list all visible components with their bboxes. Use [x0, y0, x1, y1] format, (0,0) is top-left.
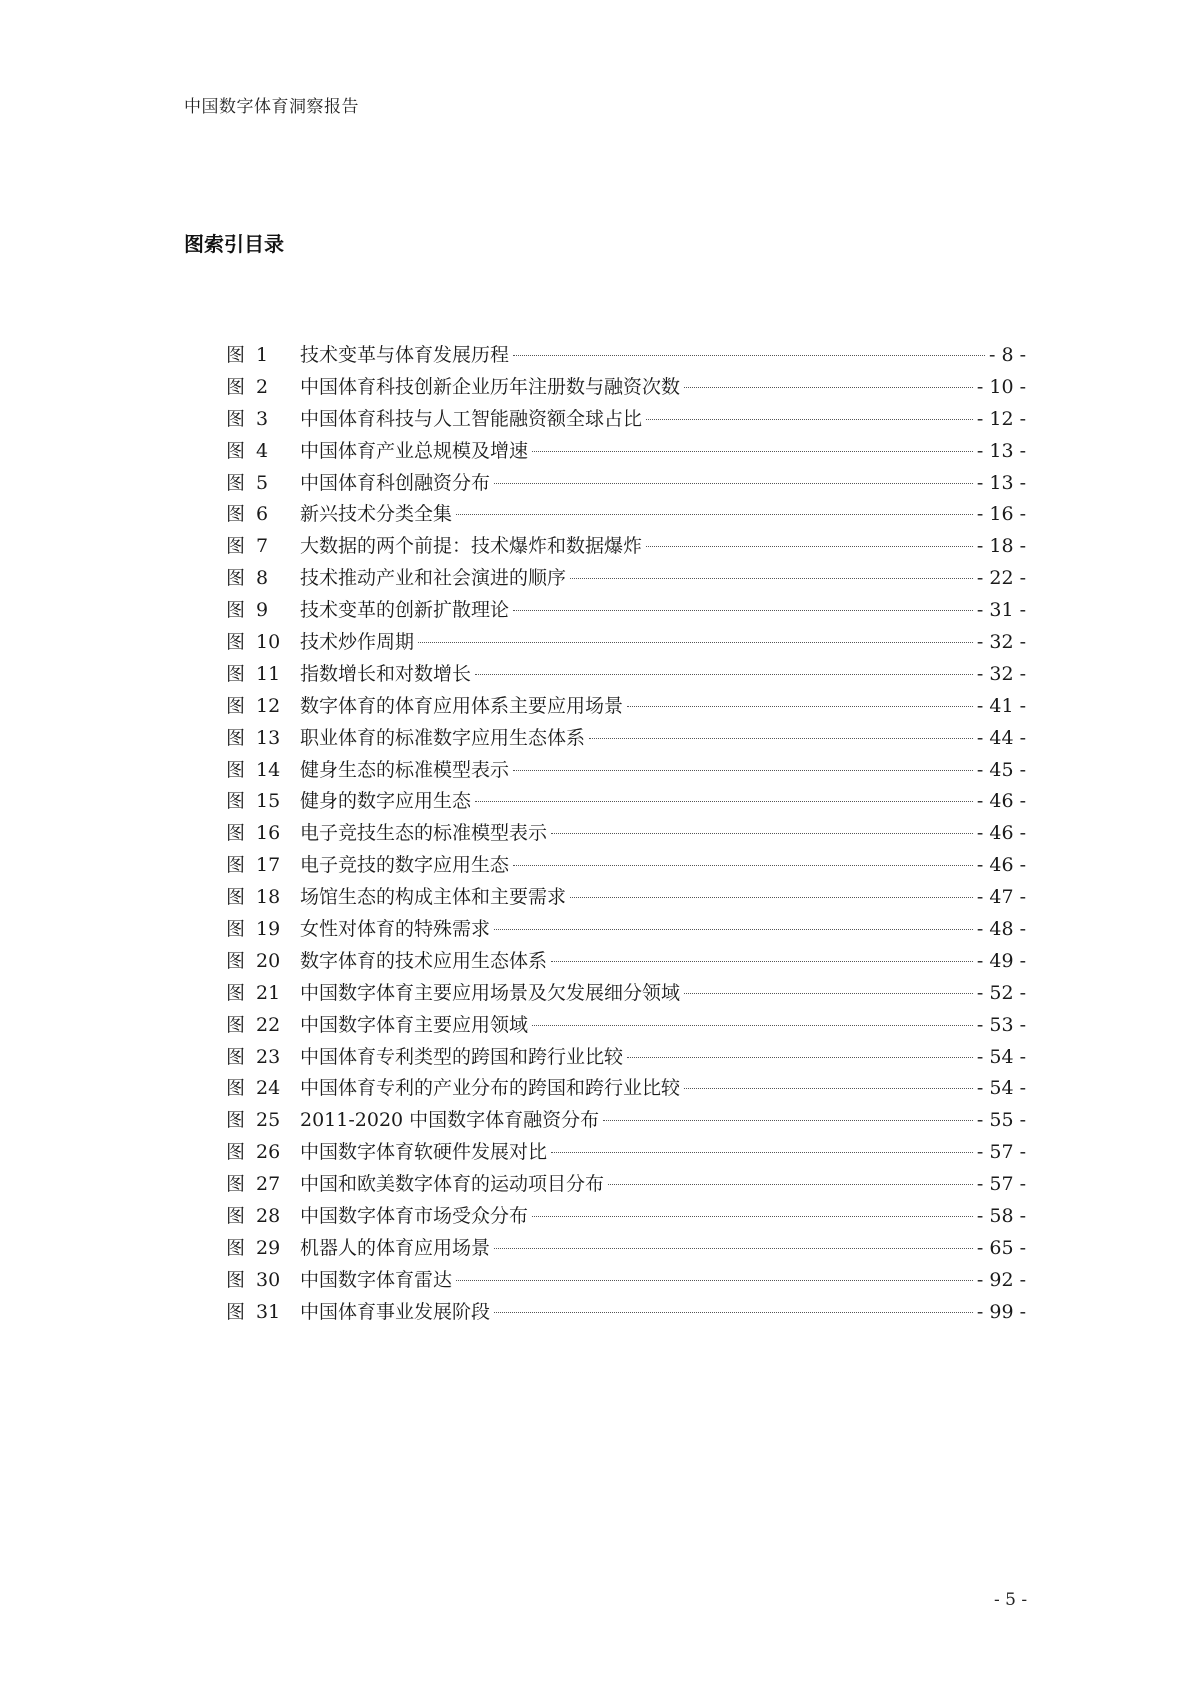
figure-prefix: 图: [226, 918, 246, 941]
figure-title[interactable]: 中国体育科技创新企业历年注册数与融资次数: [300, 375, 681, 398]
figure-page-number[interactable]: - 31 -: [976, 599, 1026, 622]
figure-number: 8: [256, 567, 269, 590]
dot-leader: [532, 451, 973, 452]
figure-title[interactable]: 女性对体育的特殊需求: [300, 918, 491, 941]
figure-prefix: 图: [226, 439, 246, 462]
figure-title[interactable]: 2011-2020 中国数字体育融资分布: [300, 1109, 600, 1132]
dot-leader: [589, 738, 973, 739]
dot-leader: [627, 1057, 973, 1058]
toc-entry[interactable]: [226, 786, 1026, 818]
figure-page-number[interactable]: - 58 -: [976, 1205, 1026, 1228]
toc-entry[interactable]: [226, 1042, 1026, 1074]
figure-page-number[interactable]: - 13 -: [976, 471, 1026, 494]
figure-page-number[interactable]: - 92 -: [976, 1268, 1026, 1291]
figure-prefix: 图: [226, 981, 246, 1004]
toc-entry[interactable]: [226, 436, 1026, 468]
figure-title[interactable]: 数字体育的技术应用生态体系: [300, 949, 548, 972]
toc-entry[interactable]: [226, 468, 1026, 500]
dot-leader: [475, 674, 973, 675]
dot-leader: [551, 1152, 973, 1153]
figure-number: 6: [256, 503, 269, 526]
figure-title[interactable]: 职业体育的标准数字应用生态体系: [300, 726, 586, 749]
figure-prefix: 图: [226, 886, 246, 909]
figure-number: 22: [256, 1013, 281, 1036]
toc-entry[interactable]: [226, 914, 1026, 946]
figure-page-number[interactable]: - 44 -: [976, 726, 1026, 749]
dot-leader: [494, 929, 973, 930]
figure-page-number[interactable]: - 99 -: [976, 1300, 1026, 1323]
dot-leader: [494, 1248, 973, 1249]
figure-number: 1: [256, 344, 269, 366]
dot-leader: [456, 514, 973, 515]
toc-entry[interactable]: [226, 946, 1026, 978]
figure-title[interactable]: 中国体育事业发展阶段: [300, 1300, 491, 1323]
figure-title[interactable]: 场馆生态的构成主体和主要需求: [300, 886, 567, 909]
figure-prefix: 图: [226, 790, 246, 813]
figure-title[interactable]: 中国体育专利的产业分布的跨国和跨行业比较: [300, 1077, 681, 1100]
figure-number: 7: [256, 535, 269, 558]
figure-prefix: 图: [226, 375, 246, 398]
figure-page-number[interactable]: - 41 -: [976, 694, 1026, 717]
dot-leader: [551, 833, 973, 834]
figure-page-number[interactable]: - 18 -: [976, 535, 1026, 558]
dot-leader: [494, 483, 973, 484]
figure-number: 25: [256, 1109, 281, 1132]
dot-leader: [603, 1120, 973, 1121]
figure-prefix: 图: [226, 854, 246, 877]
figure-number: 30: [256, 1268, 281, 1291]
figure-number: 2: [256, 375, 269, 398]
figure-prefix: 图: [226, 471, 246, 494]
figure-page-number[interactable]: - 46 -: [976, 854, 1026, 877]
toc-entry[interactable]: [226, 818, 1026, 850]
figure-page-number[interactable]: - 53 -: [976, 1013, 1026, 1036]
figure-page-number[interactable]: - 32 -: [976, 631, 1026, 654]
figure-title[interactable]: 中国体育科技与人工智能融资额全球占比: [300, 407, 643, 430]
figure-number: 3: [256, 407, 269, 430]
toc-entry[interactable]: [226, 1297, 1026, 1329]
toc-entry[interactable]: [226, 723, 1026, 755]
figure-title[interactable]: 技术变革的创新扩散理论: [300, 599, 510, 622]
figure-prefix: 图: [226, 599, 246, 622]
figure-number: 21: [256, 981, 281, 1004]
figure-number: 18: [256, 886, 281, 909]
toc-entry[interactable]: [226, 882, 1026, 914]
figure-prefix: 图: [226, 662, 246, 685]
dot-leader: [646, 546, 973, 547]
toc-entry[interactable]: [226, 372, 1026, 404]
toc-entry[interactable]: [226, 499, 1026, 531]
figure-page-number[interactable]: - 16 -: [976, 503, 1026, 526]
figure-title[interactable]: 中国数字体育主要应用场景及欠发展细分领域: [300, 981, 681, 1004]
figure-title[interactable]: 数字体育的体育应用体系主要应用场景: [300, 694, 624, 717]
toc-entry[interactable]: [226, 340, 1026, 372]
toc-entry[interactable]: [226, 1073, 1026, 1105]
dot-leader: [532, 1216, 973, 1217]
toc-entry[interactable]: [226, 531, 1026, 563]
figure-prefix: 图: [226, 822, 246, 845]
figure-page-number[interactable]: - 10 -: [976, 375, 1026, 398]
figure-prefix: 图: [226, 1013, 246, 1036]
figure-page-number[interactable]: - 65 -: [976, 1236, 1026, 1259]
figure-page-number[interactable]: - 12 -: [976, 407, 1026, 430]
figure-title[interactable]: 电子竞技的数字应用生态: [300, 854, 510, 877]
figure-page-number[interactable]: - 32 -: [976, 662, 1026, 685]
figure-title[interactable]: 电子竞技生态的标准模型表示: [300, 822, 548, 845]
dot-leader: [551, 961, 973, 962]
figure-title[interactable]: 中国数字体育市场受众分布: [300, 1205, 529, 1228]
figure-title[interactable]: 中国和欧美数字体育的运动项目分布: [300, 1173, 605, 1196]
figure-prefix: 图: [226, 503, 246, 526]
dot-leader: [684, 387, 973, 388]
figure-title[interactable]: 技术变革与体育发展历程: [300, 344, 510, 366]
figure-page-number[interactable]: - 57 -: [976, 1173, 1026, 1196]
dot-leader: [418, 642, 973, 643]
figure-prefix: 图: [226, 949, 246, 972]
figure-number: 15: [256, 790, 281, 813]
dot-leader: [513, 355, 985, 356]
dot-leader: [570, 578, 973, 579]
toc-entry[interactable]: [226, 595, 1026, 627]
dot-leader: [684, 1088, 973, 1089]
figure-number: 29: [256, 1236, 281, 1259]
figure-title[interactable]: 指数增长和对数增长: [300, 662, 472, 685]
figure-number: 28: [256, 1205, 281, 1228]
figure-page-number[interactable]: - 46 -: [976, 790, 1026, 813]
figure-prefix: 图: [226, 694, 246, 717]
dot-leader: [513, 770, 973, 771]
page-number: - 5 -: [994, 1590, 1028, 1610]
running-header: 中国数字体育洞察报告: [184, 97, 359, 117]
figure-title[interactable]: 健身的数字应用生态: [300, 790, 472, 813]
dot-leader: [570, 897, 973, 898]
dot-leader: [513, 865, 973, 866]
figure-number: 12: [256, 694, 281, 717]
figure-prefix: 图: [226, 1109, 246, 1132]
figure-title[interactable]: 技术炒作周期: [300, 631, 415, 654]
figure-page-number[interactable]: - 46 -: [976, 822, 1026, 845]
figure-prefix: 图: [226, 1077, 246, 1100]
figure-title[interactable]: 中国体育科创融资分布: [300, 471, 491, 494]
figure-page-number[interactable]: - 22 -: [976, 567, 1026, 590]
figure-prefix: 图: [226, 1300, 246, 1323]
figure-number: 20: [256, 949, 281, 972]
figure-prefix: 图: [226, 758, 246, 781]
figure-index-list: [226, 340, 1026, 1329]
figure-page-number[interactable]: - 49 -: [976, 949, 1026, 972]
figure-prefix: 图: [226, 726, 246, 749]
figure-number: 4: [256, 439, 269, 462]
figure-prefix: 图: [226, 535, 246, 558]
figure-page-number[interactable]: - 47 -: [976, 886, 1026, 909]
figure-prefix: 图: [226, 344, 246, 366]
toc-entry[interactable]: [226, 627, 1026, 659]
figure-prefix: 图: [226, 1236, 246, 1259]
toc-entry[interactable]: [226, 1010, 1026, 1042]
toc-entry[interactable]: [226, 850, 1026, 882]
figure-prefix: 图: [226, 1141, 246, 1164]
figure-number: 11: [256, 662, 281, 685]
toc-entry[interactable]: [226, 563, 1026, 595]
dot-leader: [475, 801, 973, 802]
figure-title[interactable]: 技术推动产业和社会演进的顺序: [300, 567, 567, 590]
figure-prefix: 图: [226, 1268, 246, 1291]
figure-number: 27: [256, 1173, 281, 1196]
dot-leader: [646, 419, 973, 420]
figure-prefix: 图: [226, 631, 246, 654]
dot-leader: [627, 706, 973, 707]
figure-page-number[interactable]: - 52 -: [976, 981, 1026, 1004]
figure-page-number[interactable]: - 55 -: [976, 1109, 1026, 1132]
toc-entry[interactable]: [226, 1201, 1026, 1233]
figure-number: 17: [256, 854, 281, 877]
figure-number: 23: [256, 1045, 281, 1068]
figure-page-number[interactable]: - 57 -: [976, 1141, 1026, 1164]
figure-page-number[interactable]: - 13 -: [976, 439, 1026, 462]
figure-number: 26: [256, 1141, 281, 1164]
dot-leader: [513, 610, 973, 611]
figure-number: 13: [256, 726, 281, 749]
toc-entry[interactable]: [226, 691, 1026, 723]
figure-page-number[interactable]: - 54 -: [976, 1045, 1026, 1068]
figure-number: 10: [256, 631, 281, 654]
figure-number: 19: [256, 918, 281, 941]
figure-title[interactable]: 新兴技术分类全集: [300, 503, 453, 526]
figure-prefix: 图: [226, 1045, 246, 1068]
figure-prefix: 图: [226, 567, 246, 590]
figure-number: 31: [256, 1300, 281, 1323]
figure-prefix: 图: [226, 407, 246, 430]
dot-leader: [456, 1280, 973, 1281]
figure-prefix: 图: [226, 1205, 246, 1228]
figure-title[interactable]: 大数据的两个前提：技术爆炸和数据爆炸: [300, 535, 643, 558]
figure-page-number[interactable]: - 48 -: [976, 918, 1026, 941]
figure-number: 5: [256, 471, 269, 494]
figure-title[interactable]: 中国数字体育雷达: [300, 1268, 453, 1291]
figure-number: 16: [256, 822, 281, 845]
toc-entry[interactable]: [226, 1265, 1026, 1297]
toc-entry[interactable]: [226, 1105, 1026, 1137]
toc-entry[interactable]: [226, 1137, 1026, 1169]
toc-entry[interactable]: [226, 404, 1026, 436]
figure-page-number[interactable]: - 8 -: [988, 344, 1026, 366]
toc-entry[interactable]: [226, 755, 1026, 787]
figure-page-number[interactable]: - 45 -: [976, 758, 1026, 781]
toc-entry[interactable]: [226, 978, 1026, 1010]
figure-title[interactable]: 中国体育产业总规模及增速: [300, 439, 529, 462]
figure-title[interactable]: 机器人的体育应用场景: [300, 1236, 491, 1259]
toc-entry[interactable]: [226, 659, 1026, 691]
dot-leader: [494, 1312, 973, 1313]
dot-leader: [608, 1184, 973, 1185]
dot-leader: [684, 993, 973, 994]
figure-prefix: 图: [226, 1173, 246, 1196]
figure-number: 14: [256, 758, 281, 781]
toc-title: 图索引目录: [184, 232, 284, 256]
figure-number: 24: [256, 1077, 281, 1100]
figure-number: 9: [256, 599, 269, 622]
figure-title[interactable]: 中国数字体育软硬件发展对比: [300, 1141, 548, 1164]
figure-title[interactable]: 中国体育专利类型的跨国和跨行业比较: [300, 1045, 624, 1068]
figure-page-number[interactable]: - 54 -: [976, 1077, 1026, 1100]
figure-title[interactable]: 健身生态的标准模型表示: [300, 758, 510, 781]
toc-entry[interactable]: [226, 1233, 1026, 1265]
figure-title[interactable]: 中国数字体育主要应用领域: [300, 1013, 529, 1036]
toc-entry[interactable]: [226, 1169, 1026, 1201]
dot-leader: [532, 1025, 973, 1026]
